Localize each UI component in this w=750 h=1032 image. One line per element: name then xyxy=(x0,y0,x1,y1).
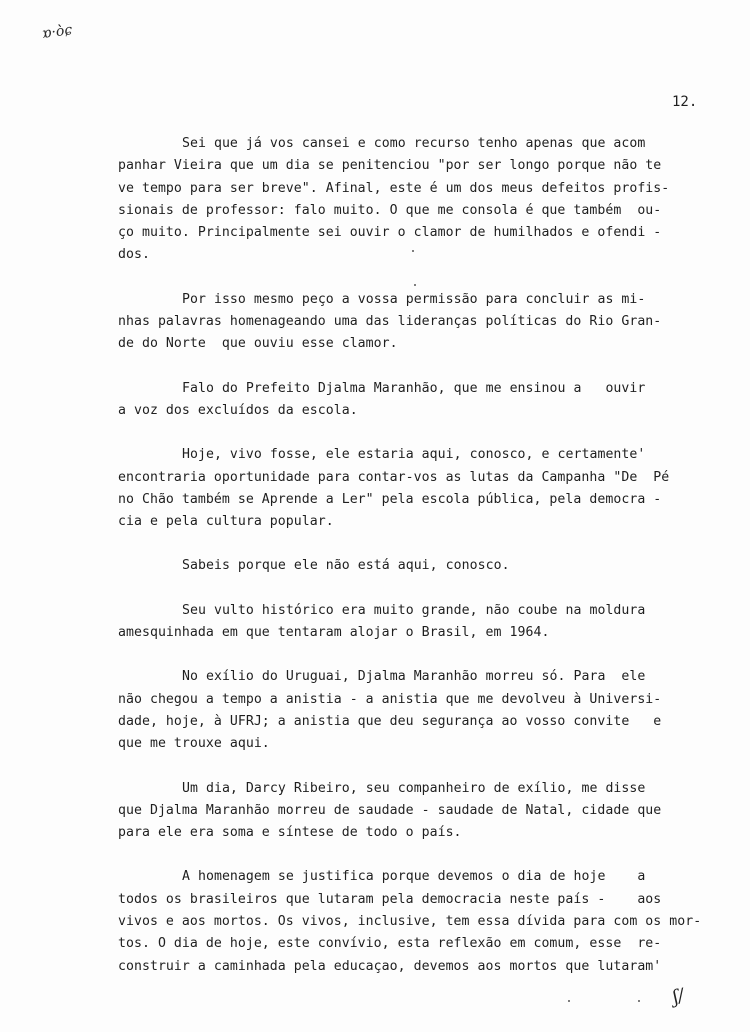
text-line: no Chão também se Aprende a Ler" pela escola pública, pela democra - xyxy=(118,491,662,507)
text-line: de do Norte que ouviu esse clamor. xyxy=(118,336,398,352)
text-line: Hoje, vivo fosse, ele estaria aqui, conosco, e certamente' xyxy=(182,447,646,463)
text-line: nhas palavras homenageando uma das lideranças políticas do Rio Gran- xyxy=(118,314,662,330)
text-line: tos. O dia de hoje, este convívio, esta reflexão em comum, esse re- xyxy=(118,936,662,952)
text-line: não chegou a tempo a anistia - a anistia que me devolveu à Universi- xyxy=(118,691,662,707)
text-line: cia e pela cultura popular. xyxy=(118,514,334,530)
text-line: Por isso mesmo peço a vossa permissão para concluir as mi- xyxy=(182,291,646,307)
paragraph xyxy=(118,555,698,577)
paragraph xyxy=(118,600,698,645)
paragraph xyxy=(118,778,698,845)
scan-speck xyxy=(638,1000,640,1002)
text-line: dos. xyxy=(118,247,150,263)
text-line: Sabeis porque ele não está aqui, conosco. xyxy=(182,558,510,574)
text-line: a voz dos excluídos da escola. xyxy=(118,402,358,418)
text-line: sionais de professor: falo muito. O que me consola é que também ou- xyxy=(118,202,662,218)
scan-speck xyxy=(412,250,414,252)
text-line: todos os brasileiros que lutaram pela democracia neste país - aos xyxy=(118,891,662,907)
text-line: vivos e aos mortos. Os vivos, inclusive, tem essa dívida para com os mor- xyxy=(118,914,702,930)
paragraph xyxy=(118,866,702,977)
scan-speck xyxy=(568,1000,570,1002)
text-line: que me trouxe aqui. xyxy=(118,736,270,752)
handwritten-corner-mark: ɒ·ò̀ɕ xyxy=(41,21,74,43)
paragraph xyxy=(118,289,698,356)
paragraph xyxy=(118,666,698,755)
scan-speck xyxy=(414,284,416,286)
paragraph xyxy=(118,378,698,423)
paragraph xyxy=(118,133,698,267)
text-line: ço muito. Principalmente sei ouvir o clamor de humilhados e ofendi - xyxy=(118,225,662,241)
page-number: 12. xyxy=(672,94,698,110)
text-line: encontraria oportunidade para contar-vos as lutas da Campanha "De Pé xyxy=(118,469,670,485)
text-line: panhar Vieira que um dia se penitenciou "por ser longo porque não te xyxy=(118,158,662,174)
text-line: amesquinhada em que tentaram alojar o Brasil, em 1964. xyxy=(118,625,550,641)
paragraph xyxy=(118,444,698,533)
text-line: para ele era soma e síntese de todo o país. xyxy=(118,825,462,841)
text-line: Sei que já vos cansei e como recurso tenho apenas que acom xyxy=(182,136,646,151)
text-line: A homenagem se justifica porque devemos o dia de hoje a xyxy=(182,869,646,885)
text-line: que Djalma Maranhão morreu de saudade - saudade de Natal, cidade que xyxy=(118,802,662,818)
text-line: Seu vulto histórico era muito grande, não coube na moldura xyxy=(182,602,646,618)
text-line: ve tempo para ser breve". Afinal, este é um dos meus defeitos profis- xyxy=(118,180,670,196)
handwritten-initials: ʃ/ xyxy=(670,984,687,1009)
text-line: Falo do Prefeito Djalma Maranhão, que me ensinou a ouvir xyxy=(182,380,646,396)
text-line: Um dia, Darcy Ribeiro, seu companheiro de exílio, me disse xyxy=(182,780,646,796)
document-body xyxy=(118,133,702,1000)
text-line: construir a caminhada pela educaçao, devemos aos mortos que lutaram' xyxy=(118,958,662,974)
text-line: No exílio do Uruguai, Djalma Maranhão morreu só. Para ele xyxy=(182,669,646,685)
text-line: dade, hoje, à UFRJ; a anistia que deu segurança ao vosso convite e xyxy=(118,713,662,729)
